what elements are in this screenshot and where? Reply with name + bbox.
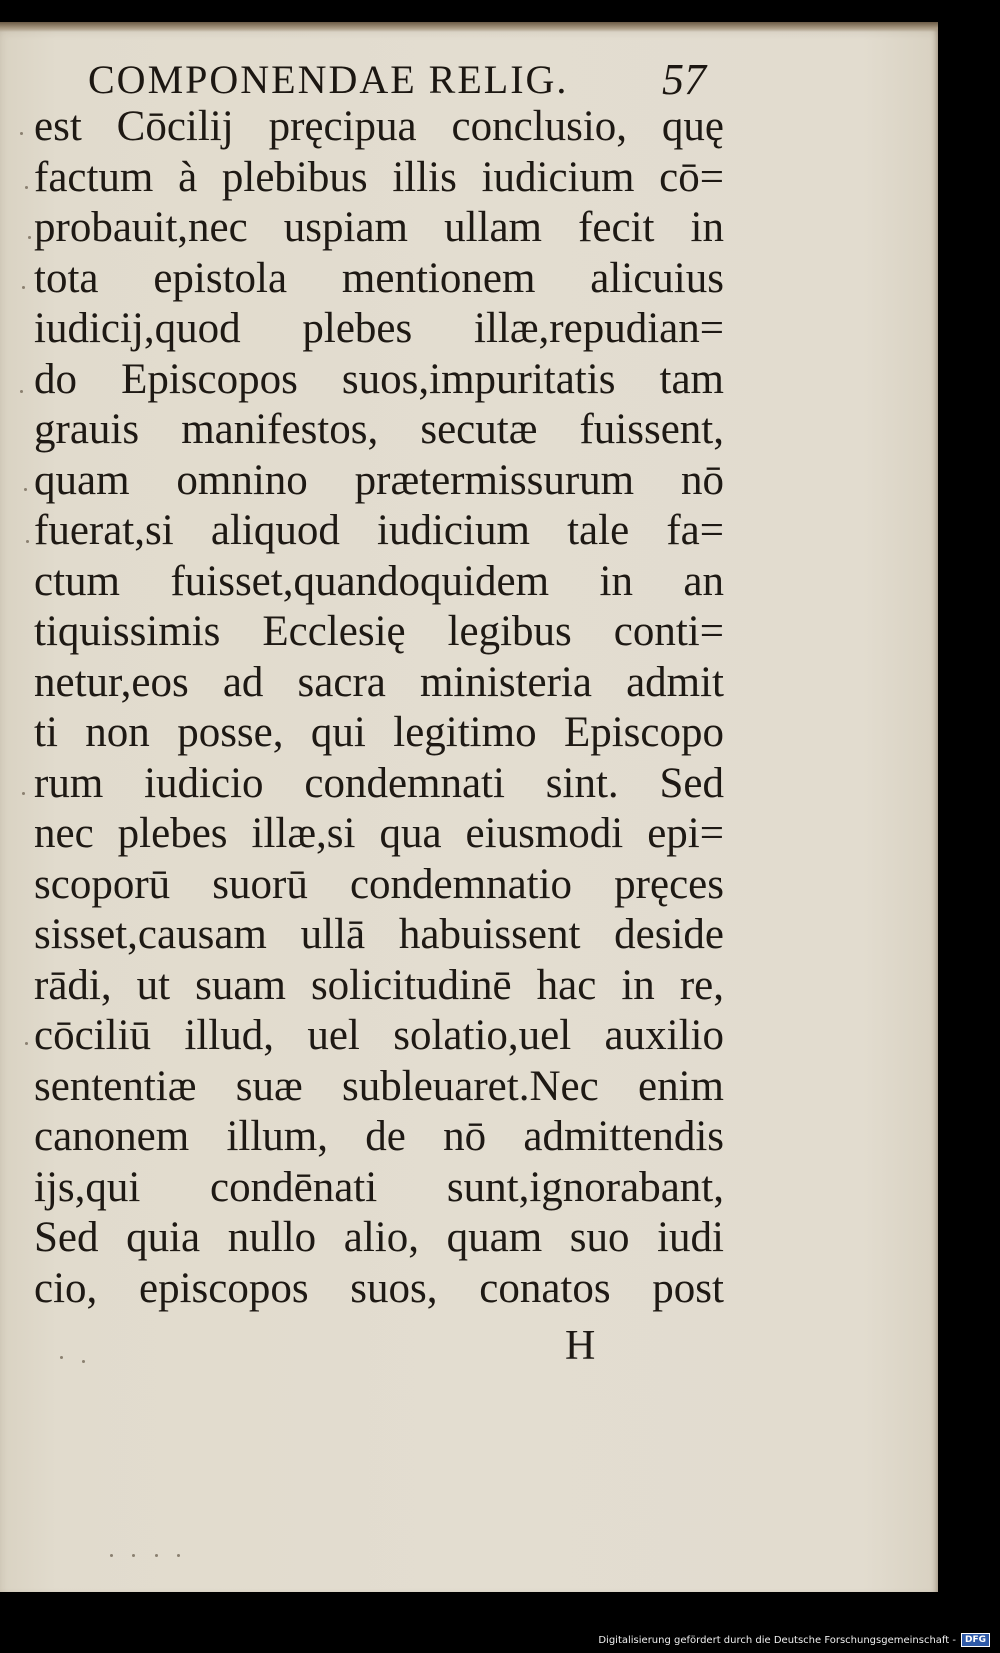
text-line: ijs,qui condēnati sunt,ignorabant, <box>34 1163 724 1211</box>
text-line: rādi, ut suam solicitudinē hac in re, <box>34 961 724 1009</box>
text-line: tiquissimis Ecclesię legibus conti= <box>34 608 724 655</box>
page-number: 57 <box>662 55 706 104</box>
text-line: est Cōcilij pręcipua conclusio, quę <box>34 103 724 150</box>
text-line: do Episcopos suos,impuritatis tam <box>34 355 724 403</box>
text-line: probauit,nec uspiam ullam fecit in <box>34 204 724 251</box>
text-line: sisset,causam ullā habuissent deside <box>34 911 724 958</box>
text-line: sententiæ suæ subleuaret.Nec enim <box>34 1062 724 1110</box>
text-line: ti non posse, qui legitimo Episcopo <box>34 709 724 756</box>
dfg-logo: DFG <box>961 1633 990 1647</box>
text-line: canonem illum, de nō admittendis <box>34 1113 724 1160</box>
text-line: fuerat,si aliquod iudicium tale fa= <box>34 507 724 554</box>
digitization-credit <box>598 1633 990 1647</box>
text-line: iudicij,quod plebes illæ,repudian= <box>34 305 724 352</box>
catchword: H <box>565 1323 596 1369</box>
text-line: rum iudicio condemnati sint. Sed <box>34 759 724 807</box>
text-line: Sed quia nullo alio, quam suo iudi <box>34 1214 724 1261</box>
text-line: cōciliū illud, uel solatio,uel auxilio <box>34 1012 724 1059</box>
text-line: netur,eos ad sacra ministeria admit <box>34 658 724 706</box>
text-line: quam omnino prætermissurum nō <box>34 456 724 504</box>
page-top-edge <box>0 22 938 32</box>
text-line: grauis manifestos, secutæ fuissent, <box>34 406 724 453</box>
text-line: ctum fuisset,quandoquidem in an <box>34 557 724 605</box>
body-text <box>34 102 724 1314</box>
text-line: cio, episcopos suos, conatos post <box>34 1264 724 1312</box>
text-line: factum à plebibus illis iudicium cō= <box>34 153 724 201</box>
text-line: nec plebes illæ,si qua eiusmodi epi= <box>34 810 724 857</box>
running-head: COMPONENDAE RELIG. <box>88 57 569 102</box>
credit-text: Digitalisierung gefördert durch die Deutsche Forschungsgemeinschaft - <box>598 1634 956 1646</box>
text-line: scoporū suorū condemnatio pręces <box>34 860 724 908</box>
text-line: tota epistola mentionem alicuius <box>34 254 724 302</box>
